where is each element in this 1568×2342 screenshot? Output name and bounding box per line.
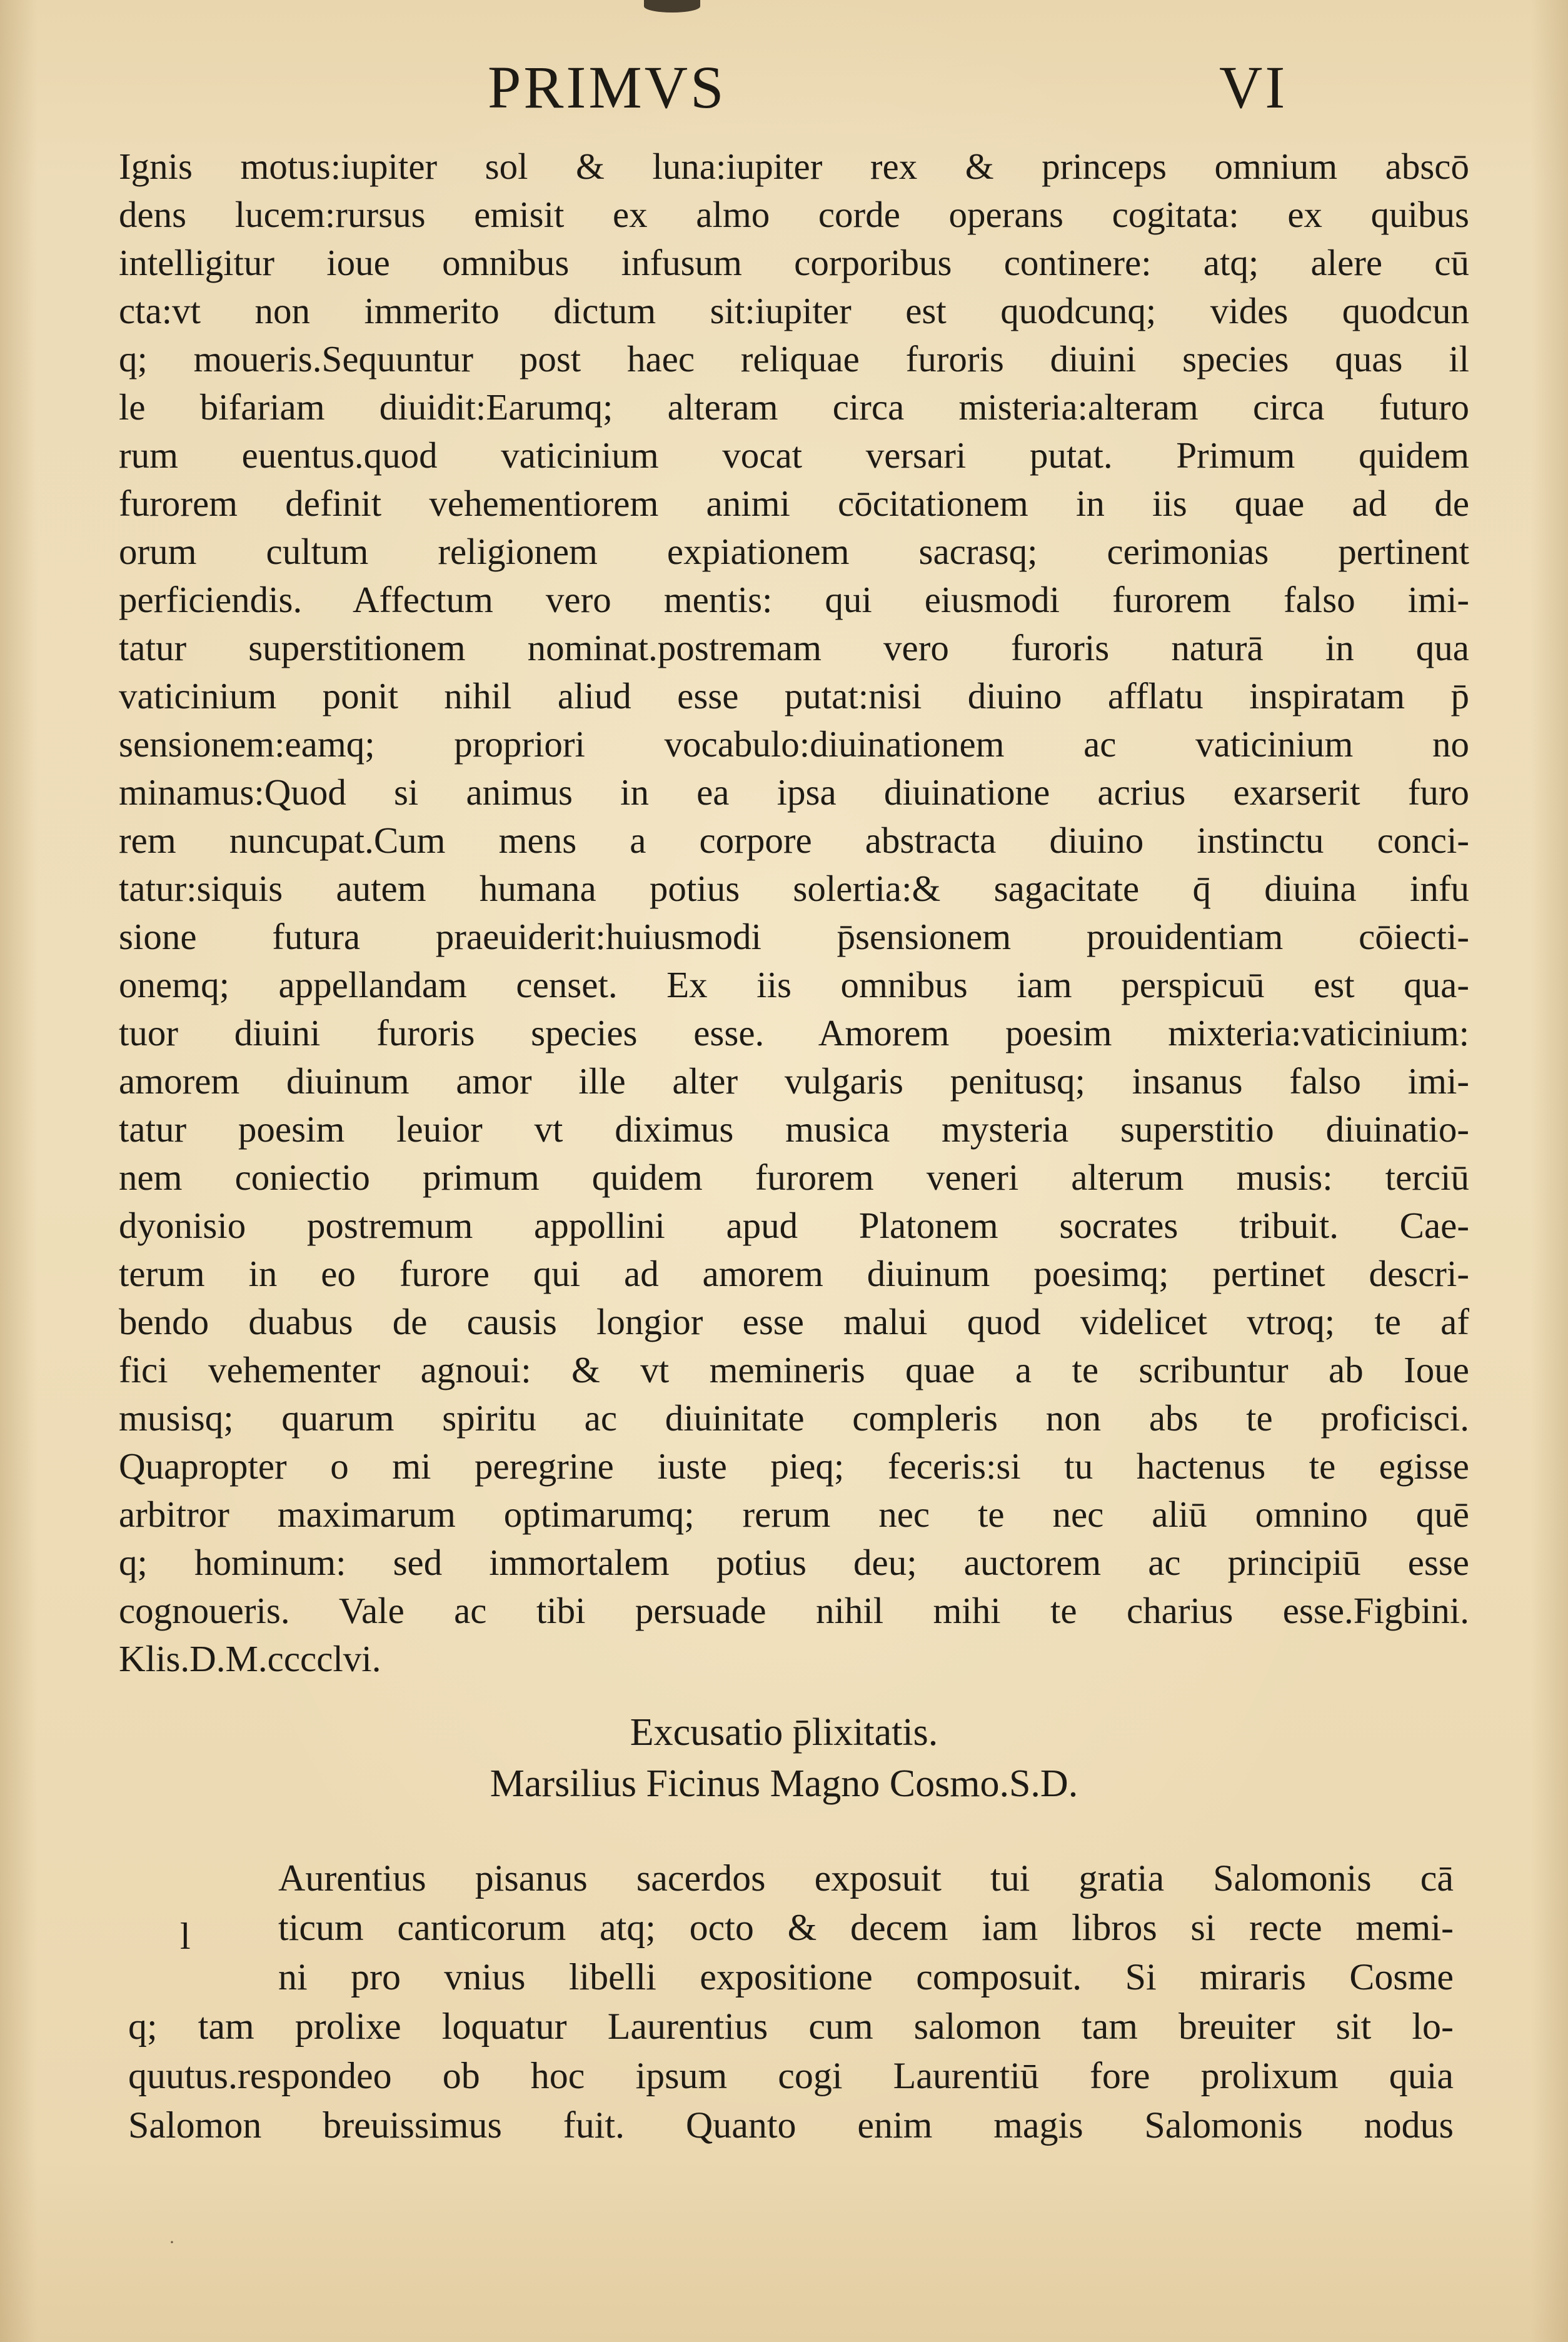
text-line: fici vehementer agnoui: & vt memineris quae a te scribuntur ab Ioue (119, 1349, 1469, 1390)
text-line: orum cultum religionem expiationem sacrasq; cerimonias pertinent (119, 531, 1469, 572)
folio-number: VI (1219, 54, 1288, 121)
text-line: sione futura praeuiderit:huiusmodi p̄sensionem prouidentiam cōiecti- (119, 916, 1469, 957)
text-line: q; hominum: sed immortalem potius deu; auctorem ac principiū esse (119, 1542, 1469, 1583)
text-line: Salomon breuissimus fuit. Quanto enim magis Salomonis nodus (128, 2104, 1454, 2146)
text-line: furorem definit vehementiorem animi cōcitationem in iis quae ad de (119, 483, 1469, 524)
text-line: rum euentus.quod vaticinium vocat versari putat. Primum quidem (119, 435, 1469, 476)
text-line: tatur superstitionem nominat.postremam vero furoris naturā in qua (119, 627, 1469, 668)
text-line: bendo duabus de causis longior esse malui quod videlicet vtroq; te af (119, 1301, 1469, 1342)
text-line: nem coniectio primum quidem furorem veneri alterum musis: terciū (119, 1157, 1469, 1198)
guide-letter: l (180, 1916, 191, 1957)
text-line: minamus:Quod si animus in ea ipsa diuinatione acrius exarserit furo (119, 771, 1469, 813)
text-line: q; moueris.Sequuntur post haec reliquae furoris diuini species quas il (119, 338, 1469, 379)
text-line: ticum canticorum atq; octo & decem iam libros si recte memi- (278, 1907, 1454, 1948)
text-line: intelligitur ioue omnibus infusum corporibus continere: atq; alere cū (119, 242, 1469, 283)
heading-title: Excusatio p̄lixitatis. (630, 1711, 938, 1754)
heading-salutation: Marsilius Ficinus Magno Cosmo.S.D. (490, 1762, 1078, 1805)
text-line: sensionem:eamq; propriori vocabulo:diuinationem ac vaticinium no (119, 723, 1469, 765)
text-line: dyonisio postremum appollini apud Platonem socrates tribuit. Cae- (119, 1205, 1469, 1246)
text-line: tatur:siquis autem humana potius solertia:& sagacitate q̄ diuina infu (119, 868, 1469, 909)
section-heading (0, 1707, 1568, 1809)
text-line: amorem diuinum amor ille alter vulgaris penitusq; insanus falso imi- (119, 1060, 1469, 1102)
page-speck: · (169, 2232, 175, 2253)
text-line: Aurentius pisanus sacerdos exposuit tui gratia Salomonis cā (278, 1857, 1454, 1899)
text-line: le bifariam diuidit:Earumq; alteram circa misteria:alteram circa futuro (119, 386, 1469, 428)
page-header (0, 50, 1568, 125)
text-line: musisq; quarum spiritu ac diuinitate compleris non abs te proficisci. (119, 1397, 1469, 1439)
text-line: perficiendis. Affectum vero mentis: qui eiusmodi furorem falso imi- (119, 579, 1469, 620)
text-line: onemq; appellandam censet. Ex iis omnibus iam perspicuū est qua- (119, 964, 1469, 1005)
page-edge-shadow-left (0, 0, 38, 2342)
running-head: PRIMVS (488, 54, 726, 121)
text-line: Klis.D.M.cccclvi. (119, 1638, 381, 1679)
text-line: cognoueris. Vale ac tibi persuade nihil mihi te charius esse.Figbini. (119, 1590, 1469, 1631)
text-line: quutus.respondeo ob hoc ipsum cogi Laurentiū fore prolixum quia (128, 2055, 1454, 2096)
text-line: Ignis motus:iupiter sol & luna:iupiter rex & princeps omnium abscō (119, 146, 1469, 187)
main-text-block (119, 143, 1469, 1683)
text-line: Quapropter o mi peregrine iuste pieq; feceris:si tu hactenus te egisse (119, 1445, 1469, 1487)
text-line: arbitror maximarum optimarumq; rerum nec te nec aliū omnino quē (119, 1494, 1469, 1535)
text-line: q; tam prolixe loquatur Laurentius cum salomon tam breuiter sit lo- (128, 2006, 1454, 2047)
text-line: ni pro vnius libelli expositione composuit. Si miraris Cosme (278, 1956, 1454, 1998)
text-line: vaticinium ponit nihil aliud esse putat:nisi diuino afflatu inspiratam p̄ (119, 675, 1469, 716)
text-line: dens lucem:rursus emisit ex almo corde operans cogitata: ex quibus (119, 194, 1469, 235)
ink-blot (644, 0, 700, 13)
text-line: rem nuncupat.Cum mens a corpore abstracta diuino instinctu conci- (119, 820, 1469, 861)
letter-text-block (128, 1854, 1454, 2150)
text-line: tatur poesim leuior vt diximus musica mysteria superstitio diuinatio- (119, 1108, 1469, 1150)
text-line: cta:vt non immerito dictum sit:iupiter est quodcunq; vides quodcun (119, 290, 1469, 331)
text-line: terum in eo furore qui ad amorem diuinum poesimq; pertinet descri- (119, 1253, 1469, 1294)
text-line: tuor diuini furoris species esse. Amorem poesim mixteria:vaticinium: (119, 1012, 1469, 1053)
page-edge-shadow-right (1530, 0, 1568, 2342)
